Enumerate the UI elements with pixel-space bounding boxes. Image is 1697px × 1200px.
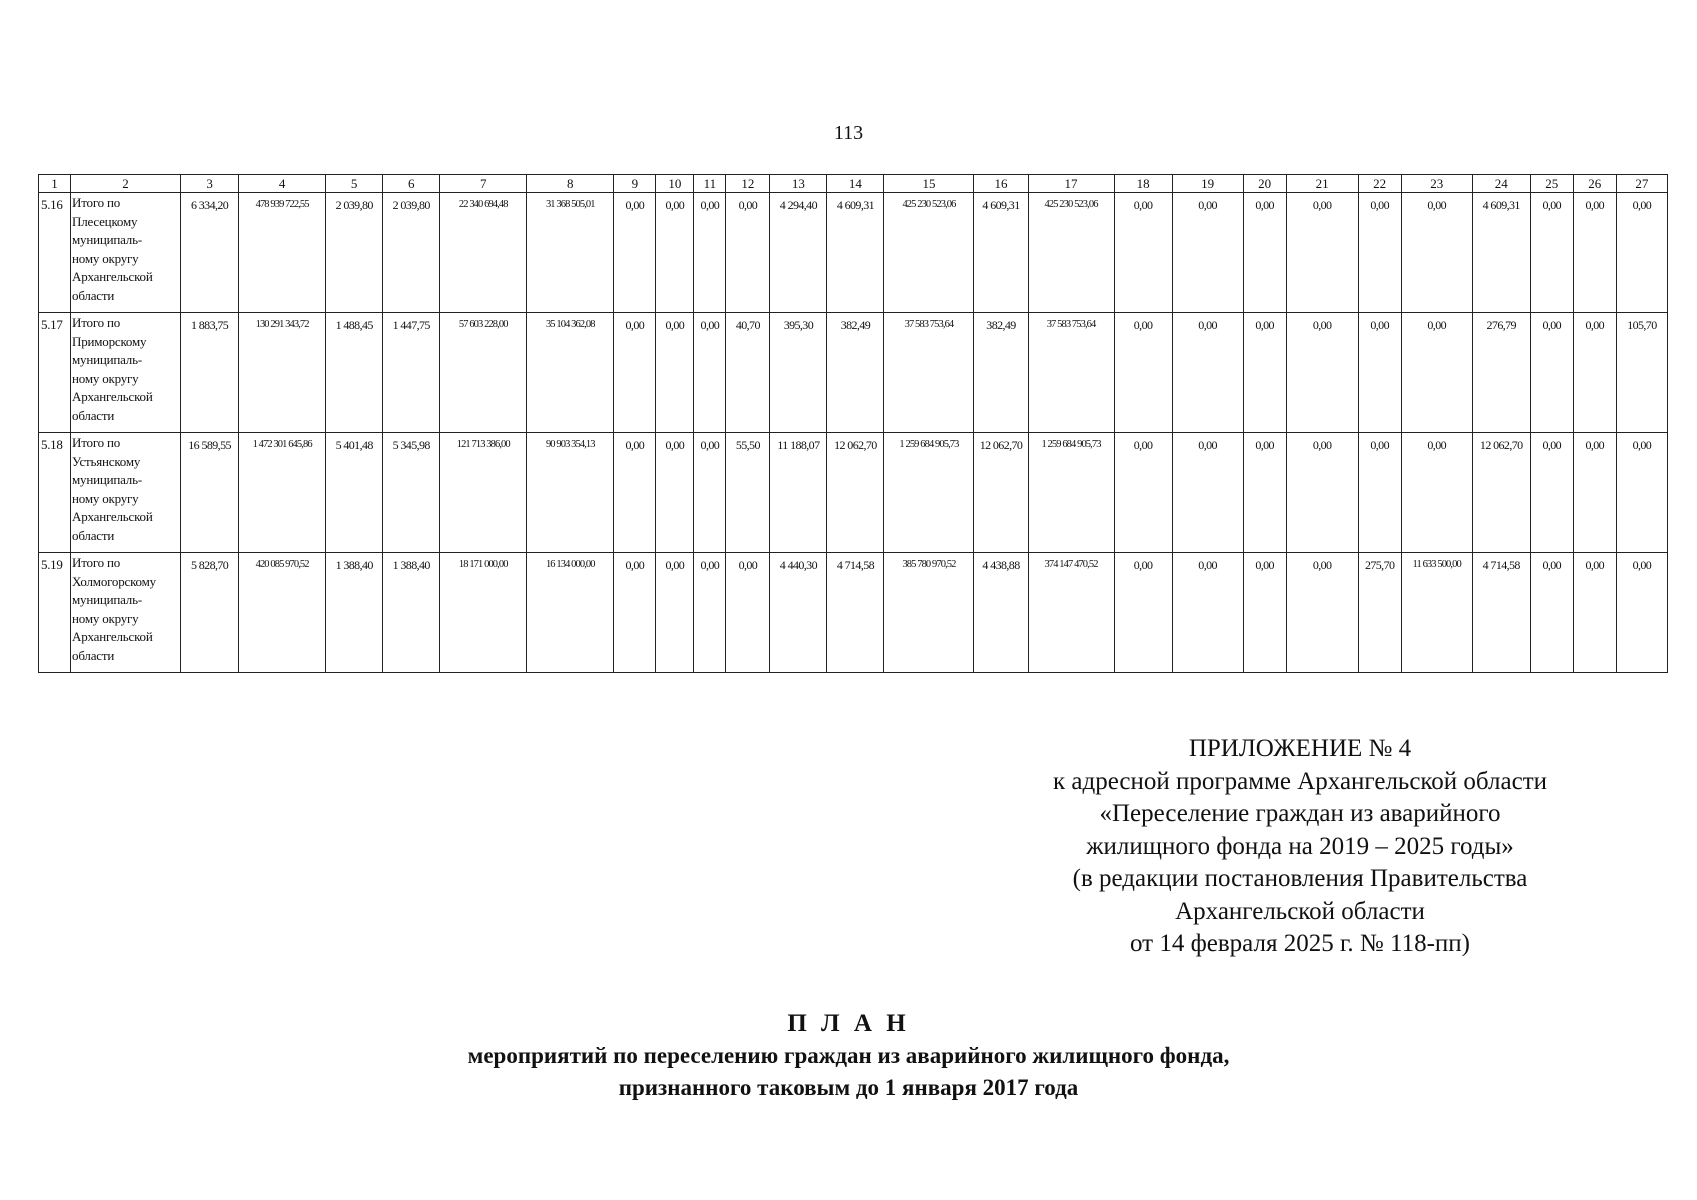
table-cell: 121 713 386,00	[440, 433, 527, 553]
row-name: Итого по Приморскому муниципаль- ному округу Архангельской области	[71, 313, 181, 433]
column-header: 11	[694, 175, 726, 193]
table-cell: 90 903 354,13	[527, 433, 614, 553]
column-header: 10	[656, 175, 694, 193]
table-cell: 6 334,20	[181, 193, 239, 313]
row-number: 5.19	[39, 553, 71, 673]
table-cell: 12 062,70	[974, 433, 1028, 553]
table-cell: 0,00	[1401, 433, 1472, 553]
column-header: 4	[239, 175, 326, 193]
table-cell: 11 188,07	[770, 433, 827, 553]
table-cell: 31 368 505,01	[527, 193, 614, 313]
table-cell: 0,00	[1358, 313, 1401, 433]
column-header: 12	[726, 175, 770, 193]
table-cell: 40,70	[726, 313, 770, 433]
table-cell: 0,00	[1573, 313, 1616, 433]
table-cell: 0,00	[1114, 193, 1172, 313]
data-table	[38, 174, 1668, 673]
appendix-line: жилищного фонда на 2019 – 2025 годы»	[1086, 832, 1514, 860]
plan-subtitle: признанного таковым до 1 января 2017 года	[618, 1075, 1079, 1100]
table-cell: 0,00	[1401, 193, 1472, 313]
column-header: 19	[1172, 175, 1243, 193]
table-cell: 55,50	[726, 433, 770, 553]
table-cell: 276,79	[1472, 313, 1530, 433]
table-cell: 1 447,75	[383, 313, 440, 433]
table-cell: 16 134 000,00	[527, 553, 614, 673]
row-name: Итого по Устьянскому муниципаль- ному округу Архангельской области	[71, 433, 181, 553]
column-header: 27	[1616, 175, 1667, 193]
table-cell: 1 488,45	[326, 313, 383, 433]
table-cell: 0,00	[1573, 193, 1616, 313]
table-cell: 4 609,31	[974, 193, 1028, 313]
table-cell: 4 609,31	[1472, 193, 1530, 313]
appendix-line: к адресной программе Архангельской области	[1052, 767, 1548, 795]
table-cell: 37 583 753,64	[1028, 313, 1114, 433]
table-cell: 0,00	[1530, 553, 1573, 673]
column-header: 3	[181, 175, 239, 193]
table-cell: 0,00	[1243, 313, 1286, 433]
appendix-line: «Переселение граждан из аварийного	[1099, 800, 1501, 827]
table-cell: 130 291 343,72	[239, 313, 326, 433]
column-header: 15	[884, 175, 974, 193]
table-cell: 1 472 301 645,86	[239, 433, 326, 553]
table-cell: 4 440,30	[770, 553, 827, 673]
plan-subtitle: мероприятий по переселению граждан из аварийного жилищного фонда,	[467, 1043, 1230, 1068]
table-cell: 0,00	[694, 433, 726, 553]
row-number: 5.18	[39, 433, 71, 553]
table-cell: 11 633 500,00	[1401, 553, 1472, 673]
table-cell: 2 039,80	[326, 193, 383, 313]
table-cell: 22 340 694,48	[440, 193, 527, 313]
column-header: 7	[440, 175, 527, 193]
table-cell: 0,00	[1286, 553, 1358, 673]
table-cell: 0,00	[694, 313, 726, 433]
table-cell: 0,00	[1243, 193, 1286, 313]
row-number: 5.16	[39, 193, 71, 313]
column-header: 1	[39, 175, 71, 193]
table-cell: 382,49	[974, 313, 1028, 433]
table-cell: 0,00	[1172, 433, 1243, 553]
appendix-block	[990, 733, 1610, 961]
appendix-line: (в редакции постановления Правительства	[1072, 865, 1528, 892]
table-cell: 37 583 753,64	[884, 313, 974, 433]
table-cell: 1 883,75	[181, 313, 239, 433]
column-header: 8	[527, 175, 614, 193]
table-row	[39, 433, 1668, 553]
table-cell: 12 062,70	[827, 433, 884, 553]
column-header: 6	[383, 175, 440, 193]
table-cell: 0,00	[656, 313, 694, 433]
table-cell: 5 401,48	[326, 433, 383, 553]
table-cell: 385 780 970,52	[884, 553, 974, 673]
table-cell: 0,00	[1616, 193, 1667, 313]
table-cell: 0,00	[1530, 313, 1573, 433]
table-cell: 18 171 000,00	[440, 553, 527, 673]
table-cell: 0,00	[1530, 193, 1573, 313]
column-header: 20	[1243, 175, 1286, 193]
column-header: 17	[1028, 175, 1114, 193]
table-cell: 0,00	[656, 193, 694, 313]
table-cell: 0,00	[1286, 433, 1358, 553]
table-cell: 0,00	[1530, 433, 1573, 553]
page-number: 113	[833, 122, 864, 144]
table-header-row	[39, 175, 1668, 193]
table-cell: 425 230 523,06	[1028, 193, 1114, 313]
table-cell: 275,70	[1358, 553, 1401, 673]
column-header: 14	[827, 175, 884, 193]
table-row	[39, 193, 1668, 313]
column-header: 23	[1401, 175, 1472, 193]
table-cell: 425 230 523,06	[884, 193, 974, 313]
table-cell: 0,00	[614, 313, 656, 433]
table-cell: 1 388,40	[383, 553, 440, 673]
table-row	[39, 553, 1668, 673]
table-row	[39, 313, 1668, 433]
table-cell: 1 388,40	[326, 553, 383, 673]
table-cell: 0,00	[1114, 433, 1172, 553]
table-cell: 2 039,80	[383, 193, 440, 313]
column-header: 2	[71, 175, 181, 193]
table-cell: 0,00	[656, 553, 694, 673]
row-name: Итого по Холмогорскому муниципаль- ному округу Архангельской области	[71, 553, 181, 673]
table-cell: 16 589,55	[181, 433, 239, 553]
column-header: 24	[1472, 175, 1530, 193]
column-header: 5	[326, 175, 383, 193]
table-cell: 4 438,88	[974, 553, 1028, 673]
table-cell: 0,00	[1286, 193, 1358, 313]
table-cell: 374 147 470,52	[1028, 553, 1114, 673]
table-cell: 0,00	[1114, 313, 1172, 433]
table-cell: 0,00	[614, 193, 656, 313]
table-cell: 0,00	[1358, 193, 1401, 313]
row-name: Итого по Плесецкому муниципаль- ному округу Архангельской области	[71, 193, 181, 313]
table-cell: 0,00	[1401, 313, 1472, 433]
table-cell: 0,00	[656, 433, 694, 553]
table-cell: 382,49	[827, 313, 884, 433]
table-cell: 478 939 722,55	[239, 193, 326, 313]
table-cell: 5 828,70	[181, 553, 239, 673]
table-cell: 0,00	[726, 553, 770, 673]
table-cell: 4 609,31	[827, 193, 884, 313]
table-cell: 0,00	[1573, 553, 1616, 673]
table-cell: 0,00	[614, 553, 656, 673]
column-header: 21	[1286, 175, 1358, 193]
table-cell: 4 714,58	[1472, 553, 1530, 673]
table-cell: 0,00	[1172, 313, 1243, 433]
table-cell: 4 294,40	[770, 193, 827, 313]
table-cell: 1 259 684 905,73	[884, 433, 974, 553]
column-header: 16	[974, 175, 1028, 193]
table-cell: 0,00	[1573, 433, 1616, 553]
table-cell: 5 345,98	[383, 433, 440, 553]
table-cell: 0,00	[1616, 553, 1667, 673]
table-cell: 105,70	[1616, 313, 1667, 433]
table-cell: 4 714,58	[827, 553, 884, 673]
table-cell: 57 603 228,00	[440, 313, 527, 433]
table-cell: 0,00	[1243, 433, 1286, 553]
plan-title: П Л А Н	[787, 1010, 910, 1037]
table-cell: 1 259 684 905,73	[1028, 433, 1114, 553]
table-cell: 0,00	[1243, 553, 1286, 673]
table-cell: 0,00	[1286, 313, 1358, 433]
column-header: 25	[1530, 175, 1573, 193]
table-cell: 420 085 970,52	[239, 553, 326, 673]
appendix-line: Архангельской области	[1175, 897, 1425, 925]
column-header: 9	[614, 175, 656, 193]
plan-heading	[0, 1008, 1697, 1104]
column-header: 26	[1573, 175, 1616, 193]
table-cell: 0,00	[694, 553, 726, 673]
table-cell: 0,00	[1358, 433, 1401, 553]
appendix-line: от 14 февраля 2025 г. № 118-пп)	[1129, 930, 1470, 957]
column-header: 13	[770, 175, 827, 193]
appendix-title: ПРИЛОЖЕНИЕ № 4	[1188, 735, 1412, 762]
table-cell: 0,00	[1616, 433, 1667, 553]
column-header: 18	[1114, 175, 1172, 193]
table-cell: 12 062,70	[1472, 433, 1530, 553]
table-cell: 35 104 362,08	[527, 313, 614, 433]
table-cell: 0,00	[1114, 553, 1172, 673]
column-header: 22	[1358, 175, 1401, 193]
table-cell: 0,00	[1172, 193, 1243, 313]
table-cell: 0,00	[726, 193, 770, 313]
table-cell: 0,00	[614, 433, 656, 553]
table-cell: 395,30	[770, 313, 827, 433]
table-cell: 0,00	[694, 193, 726, 313]
row-number: 5.17	[39, 313, 71, 433]
table-cell: 0,00	[1172, 553, 1243, 673]
